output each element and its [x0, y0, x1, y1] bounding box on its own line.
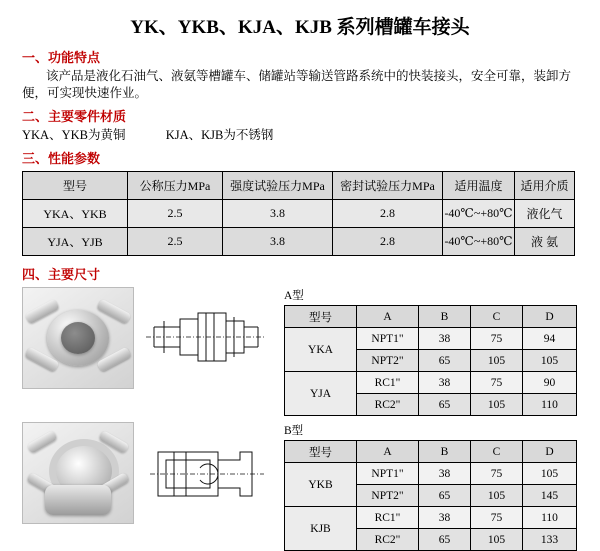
cell-b: 65: [419, 394, 471, 416]
cell-a: NPT1": [357, 463, 419, 485]
table-row: [285, 507, 577, 529]
cell-c: 105: [471, 350, 523, 372]
materials-right: KJA、KJB为不锈钢: [165, 128, 274, 142]
section-heading-performance: 三、性能参数: [22, 151, 101, 166]
cell-a: NPT2": [357, 350, 419, 372]
cell-d: 133: [523, 529, 577, 551]
table-header-row: [285, 306, 577, 328]
col-temperature: 适用温度: [443, 172, 515, 200]
col-d: D: [523, 441, 577, 463]
cell-c: 105: [471, 529, 523, 551]
cell-strength: 3.8: [223, 200, 333, 228]
cell-temperature: -40℃~+80℃: [443, 228, 515, 256]
cell-b: 38: [419, 372, 471, 394]
cell-seal: 2.8: [333, 200, 443, 228]
materials-line: [22, 127, 590, 144]
cell-d: 105: [523, 463, 577, 485]
dimension-row-b: [22, 422, 590, 551]
cell-model: YJA、YJB: [23, 228, 128, 256]
cell-d: 110: [523, 394, 577, 416]
cell-d: 90: [523, 372, 577, 394]
table-row: [285, 463, 577, 485]
product-photo-a: [22, 287, 134, 389]
cell-a: RC2": [357, 529, 419, 551]
cell-nominal: 2.5: [128, 228, 223, 256]
cell-seal: 2.8: [333, 228, 443, 256]
cell-d: 105: [523, 350, 577, 372]
cell-a: RC1": [357, 372, 419, 394]
cell-c: 105: [471, 394, 523, 416]
cell-b: 38: [419, 507, 471, 529]
section-heading-features: 一、功能特点: [22, 50, 101, 65]
cell-b: 65: [419, 529, 471, 551]
dimension-row-a: [22, 287, 590, 416]
cell-nominal: 2.5: [128, 200, 223, 228]
col-medium: 适用介质: [515, 172, 575, 200]
section-heading-dimensions: 四、主要尺寸: [22, 267, 101, 282]
cell-medium: 液化气: [515, 200, 575, 228]
dimension-table-label-b: B型: [284, 425, 304, 437]
materials-left: YKA、YKB为黄铜: [22, 128, 126, 142]
col-a: A: [357, 306, 419, 328]
cell-d: 94: [523, 328, 577, 350]
section-heading-materials: 二、主要零件材质: [22, 109, 127, 124]
cell-model: KJB: [285, 507, 357, 551]
cell-b: 65: [419, 485, 471, 507]
cell-b: 65: [419, 350, 471, 372]
dimension-table-wrap-a: [284, 287, 577, 416]
col-model: 型号: [285, 306, 357, 328]
col-a: A: [357, 441, 419, 463]
technical-drawing-a: [140, 287, 270, 387]
cell-a: RC2": [357, 394, 419, 416]
cell-temperature: -40℃~+80℃: [443, 200, 515, 228]
cell-c: 75: [471, 507, 523, 529]
col-model: 型号: [285, 441, 357, 463]
col-d: D: [523, 306, 577, 328]
col-c: C: [471, 306, 523, 328]
table-row: [23, 228, 575, 256]
col-model: 型号: [23, 172, 128, 200]
cell-model: YKA: [285, 328, 357, 372]
dimension-table-a: [284, 305, 577, 416]
dimensions-blocks: [22, 287, 590, 551]
cell-c: 75: [471, 463, 523, 485]
features-body: 该产品是液化石油气、液氨等槽罐车、储罐站等输送管路系统中的快装接头，安全可靠，装卸方便，可实现快速作业。: [22, 69, 572, 100]
cell-b: 38: [419, 328, 471, 350]
table-header-row: [285, 441, 577, 463]
cell-a: NPT2": [357, 485, 419, 507]
product-photo-b: [22, 422, 134, 524]
table-row: [23, 200, 575, 228]
cell-b: 38: [419, 463, 471, 485]
page-title: YK、YKB、KJA、KJB 系列槽罐车接头: [130, 17, 470, 38]
cell-d: 145: [523, 485, 577, 507]
drawing-svg-a: [140, 287, 270, 387]
cell-c: 75: [471, 328, 523, 350]
col-seal-test-pressure: 密封试验压力MPa: [333, 172, 443, 200]
cell-a: RC1": [357, 507, 419, 529]
col-nominal-pressure: 公称压力MPa: [128, 172, 223, 200]
col-b: B: [419, 306, 471, 328]
cell-model: YJA: [285, 372, 357, 416]
table-header-row: [23, 172, 575, 200]
table-row: [285, 372, 577, 394]
dimension-table-label-a: A型: [284, 290, 304, 302]
cell-model: YKB: [285, 463, 357, 507]
cell-medium: 液 氨: [515, 228, 575, 256]
col-strength-test-pressure: 强度试验压力MPa: [223, 172, 333, 200]
technical-drawing-b: [140, 422, 270, 522]
col-b: B: [419, 441, 471, 463]
cell-model: YKA、YKB: [23, 200, 128, 228]
dimension-table-b: [284, 440, 577, 551]
table-row: [285, 328, 577, 350]
cell-c: 105: [471, 485, 523, 507]
drawing-svg-b: [140, 422, 270, 522]
cell-d: 110: [523, 507, 577, 529]
cell-strength: 3.8: [223, 228, 333, 256]
cell-c: 75: [471, 372, 523, 394]
cell-a: NPT1": [357, 328, 419, 350]
performance-table: [22, 171, 575, 256]
col-c: C: [471, 441, 523, 463]
dimension-table-wrap-b: [284, 422, 577, 551]
